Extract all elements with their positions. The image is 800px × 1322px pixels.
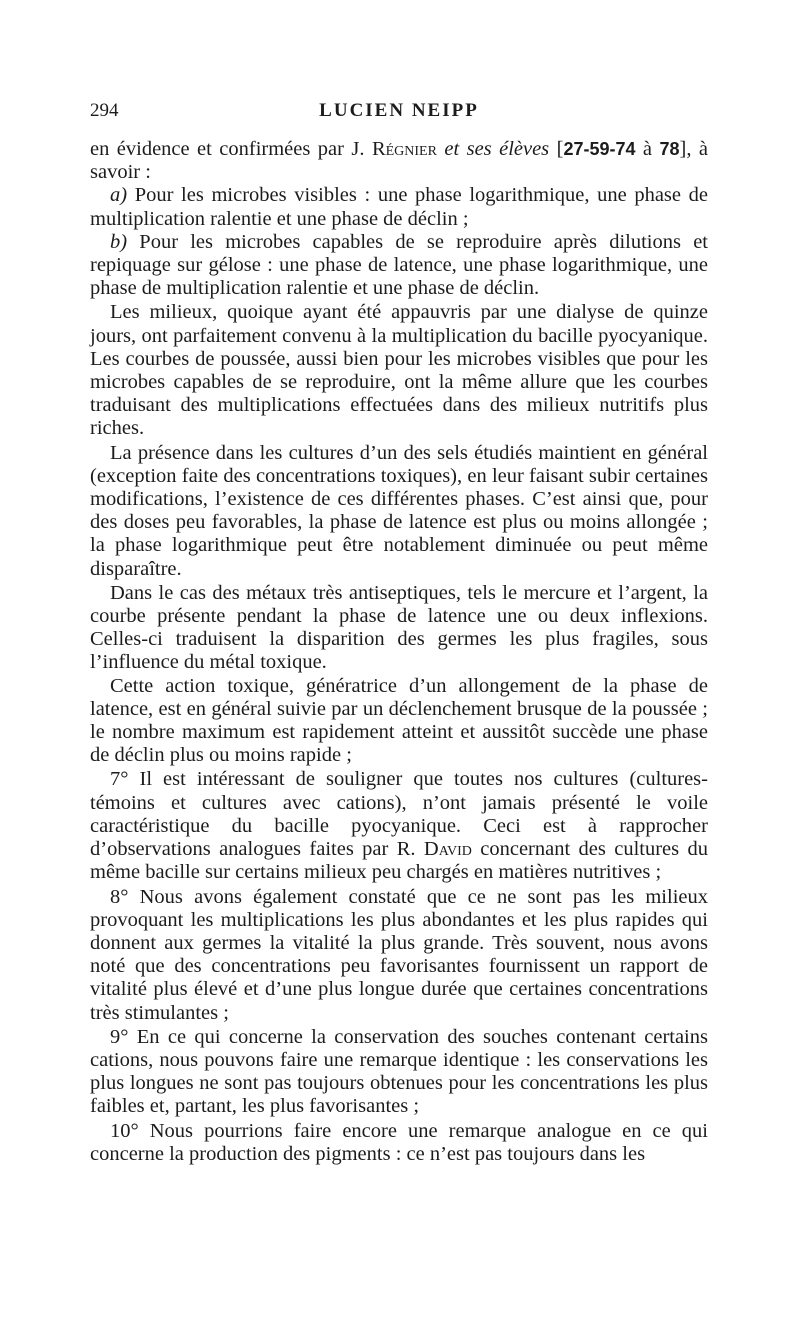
p8-pre: 7° Il est intéressant de souligner que toutes nos cultures (cultures-témoins et cultures avec cations), n’ont jamais présenté le voile caractéristique du bacille pyocyanique. Ceci est à rapprocher d’observations analogues faites par <box>90 768 708 861</box>
paragraph-action-toxique: Cette action toxique, génératrice d’un allongement de la phase de latence, est en général suivie par un déclenchement brusque de la poussée ; le nombre maximum est rapidement atteint et aussitôt succède une phase de déclin plus ou moins rapide ; <box>90 674 708 767</box>
body-text <box>90 138 708 1166</box>
paragraph-9: 9° En ce qui concerne la conservation des souches contenant certains cations, nous pouvons faire une remarque identique : les conservations les plus longues ne sont pas toujours obtenues pour les concentrations les plus faibles et, partant, les plus favorisantes ; <box>90 1025 708 1118</box>
p2-text: Pour les microbes visibles : une phase logarithmique, une phase de multiplication ralentie et une phase de déclin ; <box>90 184 708 230</box>
paragraph-1 <box>90 138 708 184</box>
page-header <box>90 100 708 124</box>
p8-post: concernant des cultures du même bacille sur certains milieux peu chargés en matières nutritives ; <box>90 838 709 884</box>
author-david: R. David <box>396 838 472 861</box>
label-b: b) <box>110 230 128 253</box>
p1-post: ], à savoir : <box>90 138 708 184</box>
p1-italic: et ses élèves <box>444 138 550 160</box>
paragraph-a <box>90 184 708 230</box>
paragraph-metaux: Dans le cas des métaux très antiseptiques, tels le mercure et l’argent, la courbe présente pendant la phase de latence une ou deux inflexions. Celles-ci traduisent la disparition des germes les plus fragiles, sous l’influence du métal toxique. <box>90 581 708 674</box>
p1-ref-open: [ <box>549 138 564 160</box>
p3-text: Pour les microbes capables de se reproduire après dilutions et repiquage sur gélose : une phase de latence, une phase logarithmique, une phase de multiplication ralentie et une phase de déclin. <box>90 230 708 300</box>
reference-numbers: 27-59-74 <box>563 139 636 159</box>
page-number: 294 <box>90 100 119 121</box>
reference-number-end: 78 <box>659 139 680 159</box>
paragraph-presence: La présence dans les cultures d’un des sels étudiés maintient en général (exception faite des concentrations toxiques), en leur faisant subir certaines modifications, l’existence de ces différentes phases. C’est ainsi que, pour des doses peu favorables, la phase de latence est plus ou moins allongée ; la phase logarithmique peut être notablement diminuée ou peut même disparaître. <box>90 441 708 580</box>
paragraph-10: 10° Nous pourrions faire encore une remarque analogue en ce qui concerne la production des pigments : ce n’est pas toujours dans les <box>90 1119 708 1165</box>
paragraph-7 <box>90 768 708 884</box>
paragraph-b <box>90 231 708 301</box>
label-a: a) <box>110 184 128 207</box>
p1-pre: en évidence et confirmées par J. <box>90 138 372 160</box>
paragraph-8: 8° Nous avons également constaté que ce ne sont pas les milieux provoquant les multiplications les plus abondantes et les plus rapides qui donnent aux germes la vitalité la plus grande. Très souvent, nous avons noté que des concentrations peu favorisantes fournissent un rapport de vitalité plus élevé et d’une plus longue durée que certaines concentrations très stimulantes ; <box>90 885 708 1024</box>
paragraph-milieux: Les milieux, quoique ayant été appauvris par une dialyse de quinze jours, ont parfaitement convenu à la multiplication du bacille pyocyanique. Les courbes de poussée, aussi bien pour les microbes visibles que pour les microbes capables de se reproduire, ont la même allure que les courbes traduisant des multiplications effectuées dans des milieux nutritifs plus riches. <box>90 301 708 440</box>
author-regnier: Régnier <box>371 138 437 160</box>
p1-ref-tail: à <box>635 138 660 160</box>
running-head: LUCIEN NEIPP <box>319 100 479 121</box>
